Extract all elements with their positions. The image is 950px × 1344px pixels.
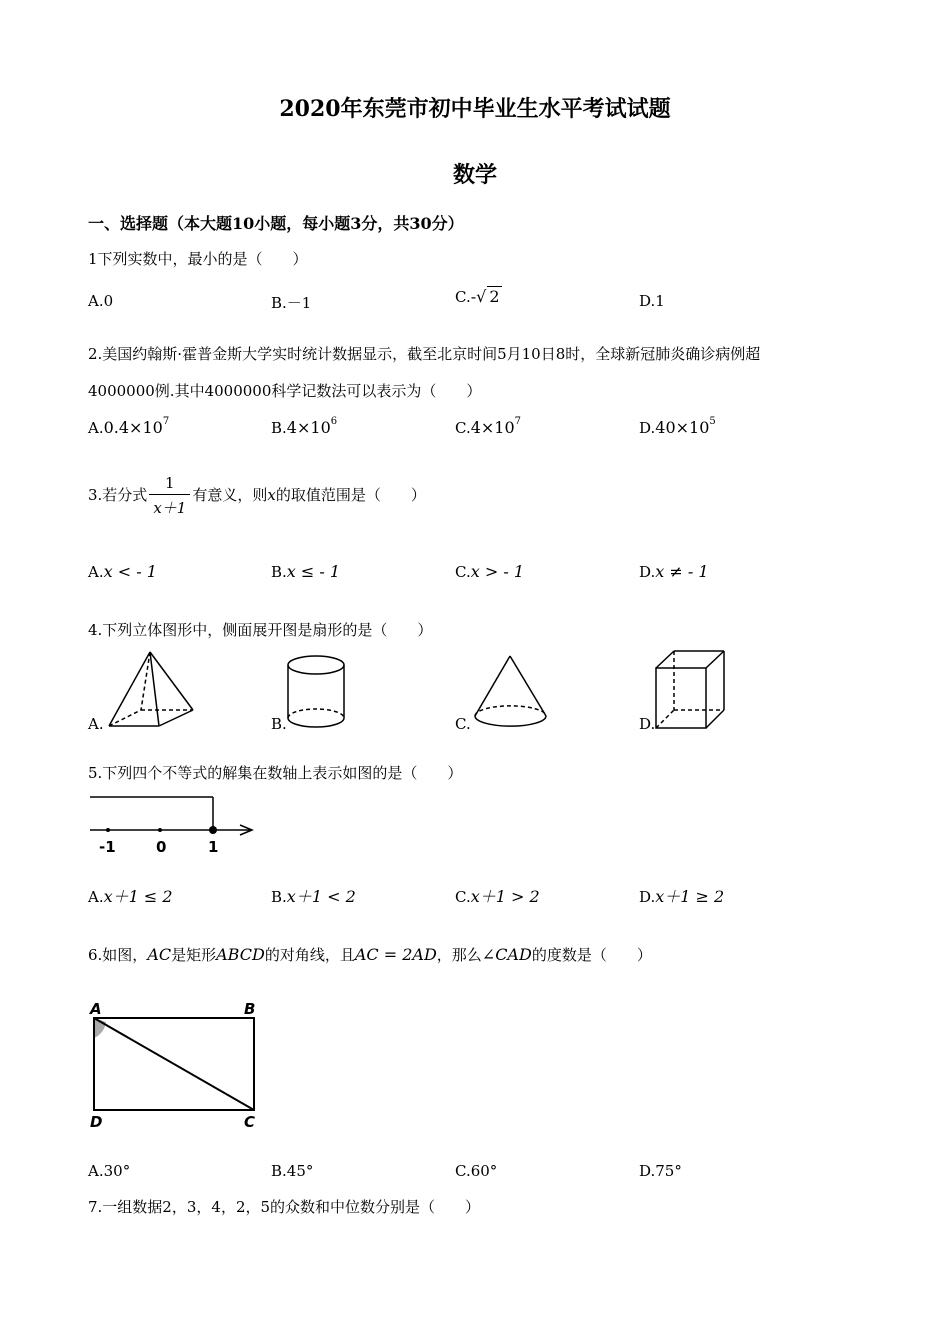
q1-option-b[interactable]: [271, 292, 311, 313]
q5-option-b[interactable]: [271, 884, 356, 907]
q4-option-c[interactable]: [455, 715, 471, 733]
option-label: C.: [455, 715, 471, 733]
q3-option-c[interactable]: [455, 562, 524, 581]
option-value: x＋1 ≤ 2: [103, 887, 173, 906]
q6-math: ∠CAD: [481, 945, 532, 964]
option-value: x＋1 ≥ 2: [655, 887, 725, 906]
option-value: x ≠ - 1: [655, 562, 709, 581]
option-label: C.: [455, 419, 471, 437]
pyramid-figure: [95, 648, 200, 733]
q6-math: ABCD: [216, 945, 265, 964]
q3-var: x: [267, 486, 276, 504]
question-5-text: 5.下列四个不等式的解集在数轴上表示如图的是（ ）: [88, 764, 463, 782]
q6-mid: 是矩形: [171, 946, 217, 964]
question-7-text: 7.一组数据2，3，4，2，5的众数和中位数分别是（ ）: [88, 1198, 481, 1216]
q1-option-c[interactable]: [455, 286, 502, 306]
q2-option-c[interactable]: [455, 418, 521, 437]
q6-mid: ，那么: [436, 946, 482, 964]
option-label: A.: [88, 715, 104, 733]
option-value-sign: -: [470, 287, 477, 306]
fraction-numerator: 1: [149, 474, 190, 495]
option-label: A.: [88, 563, 104, 581]
option-label: D.: [639, 715, 656, 733]
fraction: [149, 474, 190, 518]
q3-middle: 有意义，则: [192, 486, 268, 504]
q1-option-a[interactable]: [88, 292, 113, 310]
q6-mid: 的对角线，且: [264, 946, 355, 964]
option-base: 40×10: [655, 418, 710, 437]
q1-option-d[interactable]: [639, 292, 665, 310]
q6-suffix: 的度数是（ ）: [531, 946, 652, 964]
q3-option-b[interactable]: [271, 562, 340, 581]
q2-option-d[interactable]: [639, 418, 716, 437]
option-label: A.: [88, 1162, 104, 1180]
option-label: B.: [271, 563, 287, 581]
question-1-text: 1下列实数中，最小的是（ ）: [88, 250, 308, 268]
cube-figure: [652, 648, 732, 733]
option-base: 4×10: [286, 418, 331, 437]
option-label: B.: [271, 715, 287, 733]
question-4-text: 4.下列立体图形中，侧面展开图是扇形的是（ ）: [88, 621, 433, 639]
q5-option-d[interactable]: [639, 884, 724, 907]
cylinder-figure: [284, 652, 354, 732]
vertex-label-a: A: [90, 1000, 102, 1018]
q2-option-a[interactable]: [88, 418, 169, 437]
rectangle-figure: [88, 998, 268, 1133]
cone-figure: [470, 652, 550, 732]
option-label: B.: [271, 888, 287, 906]
option-label: D.: [639, 1162, 656, 1180]
option-base: 4×10: [470, 418, 515, 437]
option-label: D.: [639, 419, 656, 437]
q3-option-a[interactable]: [88, 562, 157, 581]
q4-option-b[interactable]: [271, 715, 287, 733]
option-exponent: 6: [330, 416, 338, 427]
q3-option-d[interactable]: [639, 562, 709, 581]
q5-option-c[interactable]: [455, 884, 540, 907]
sqrt-sign: √: [476, 287, 487, 306]
section-heading: 一、选择题（本大题10小题，每小题3分，共30分）: [88, 214, 464, 233]
q6-option-c[interactable]: [455, 1162, 497, 1180]
q5-option-a[interactable]: [88, 884, 173, 907]
option-label: A.: [88, 888, 104, 906]
option-value: x ≤ - 1: [286, 562, 341, 581]
question-2-text-line2: 4000000例.其中4000000科学记数法可以表示为（ ）: [88, 382, 482, 400]
option-label: C.: [455, 1162, 471, 1180]
option-value: 1: [655, 292, 665, 310]
option-exponent: 7: [162, 416, 170, 427]
option-label: C.: [455, 563, 471, 581]
option-value: 75°: [655, 1162, 682, 1180]
q2-option-b[interactable]: [271, 418, 337, 437]
option-value: x > - 1: [470, 562, 524, 581]
option-value: 0: [103, 292, 114, 310]
sqrt-radicand: 2: [489, 287, 500, 306]
option-value: －1: [286, 294, 312, 312]
q6-option-a[interactable]: [88, 1162, 130, 1180]
fraction-denominator: x＋1: [153, 499, 187, 517]
option-value: x＋1 > 2: [470, 887, 540, 906]
option-label: D.: [639, 888, 656, 906]
option-value: 45°: [286, 1162, 314, 1180]
option-base: 0.4×10: [103, 418, 163, 437]
axis-tick-label: 0: [156, 838, 167, 856]
option-label: D.: [639, 563, 656, 581]
axis-tick-label: -1: [99, 838, 116, 856]
question-3-text: [88, 474, 426, 518]
q6-math: AC: [147, 945, 172, 964]
axis-tick-label: 1: [208, 838, 219, 856]
q4-option-a[interactable]: [88, 715, 104, 733]
vertex-label-d: D: [90, 1113, 103, 1131]
question-6-text: [88, 944, 652, 965]
option-label: C.: [455, 288, 471, 306]
option-label: A.: [88, 419, 104, 437]
q6-prefix: 6.如图，: [88, 946, 148, 964]
option-exponent: 7: [514, 416, 522, 427]
vertex-label-c: C: [244, 1113, 256, 1131]
option-label: B.: [271, 419, 287, 437]
option-value: x＋1 < 2: [286, 887, 356, 906]
vertex-label-b: B: [244, 1000, 256, 1018]
option-exponent: 5: [709, 416, 716, 427]
q3-suffix: 的取值范围是（ ）: [275, 486, 426, 504]
q6-option-b[interactable]: [271, 1162, 313, 1180]
q6-math: AC = 2AD: [354, 945, 437, 964]
option-value: 60°: [470, 1162, 498, 1180]
q6-option-d[interactable]: [639, 1162, 682, 1180]
option-label: D.: [639, 292, 656, 310]
option-label: B.: [271, 294, 287, 312]
question-2-text-line1: 2.美国约翰斯·霍普金斯大学实时统计数据显示，截至北京时间5月10日8时，全球新冠肺炎确诊病例超: [88, 345, 761, 363]
q3-prefix: 3.若分式: [88, 486, 148, 504]
exam-title: 2020年东莞市初中毕业生水平考试试题: [279, 96, 671, 122]
option-value: 30°: [103, 1162, 131, 1180]
subject-title: 数学: [452, 162, 497, 188]
option-label: A.: [88, 292, 104, 310]
option-label: C.: [455, 888, 471, 906]
q4-option-d[interactable]: [639, 715, 655, 733]
option-label: B.: [271, 1162, 287, 1180]
option-value: x < - 1: [103, 562, 157, 581]
